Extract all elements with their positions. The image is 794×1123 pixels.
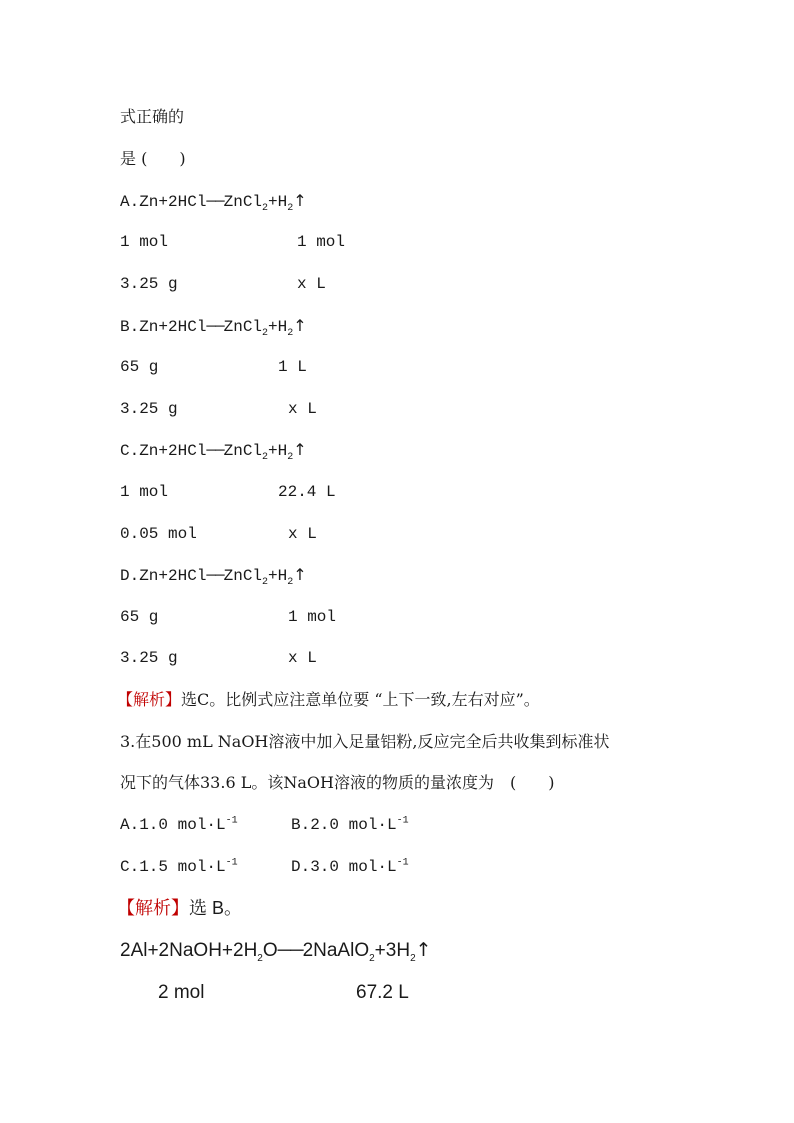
option-d-row-2: 3.25 g x L [120,649,317,667]
option-d-equation: $D.Zn+2HCl──ZnCl_2+H_2↑$ [120,565,307,589]
choice-a: A.1.0 $mol\cdot L^{-1}$ [120,815,238,834]
q3-choices-row-2 [120,856,409,878]
analysis-2: 【解析】选 B。 [117,898,243,918]
analysis-tag: 【解析】 [117,690,182,709]
up-arrow-icon: ↑ [293,565,307,584]
option-a-row-2: 3.25 g x L [120,275,326,293]
option-b-row-2: 3.25 g x L [120,400,317,418]
option-c-row-1: 1 mol 22.4 L [120,483,336,501]
q3-line-2: 况下的气体33.6 L。该NaOH溶液的物质的量浓度为 ( ) [120,773,555,792]
option-b-equation: $B.Zn+2HCl──ZnCl_2+H_2↑$ [120,316,307,340]
intro-line-1: 式正确的 [120,107,185,126]
option-c-row-2: 0.05 mol x L [120,525,317,543]
option-d-row-1: 65 g 1 mol [120,608,337,626]
analysis-1: 【解析】选C。比例式应注意单位要 “上下一致,左右对应”。 [117,690,540,709]
up-arrow-icon: ↑ [293,191,307,210]
intro-line-2: 是 ( ) [120,149,186,168]
up-arrow-icon: ↑ [293,440,307,459]
up-arrow-icon: ↑ [415,939,432,961]
choice-d: D.3.0 $mol\cdot L^{-1}$ [291,857,409,876]
analysis-tag: 【解析】 [117,898,189,918]
option-c-equation: $C.Zn+2HCl──ZnCl_2+H_2↑$ [120,440,307,464]
q3-line-1: 3.在500 mL NaOH溶液中加入足量铝粉,反应完全后共收集到标准状 [120,732,610,751]
q3-choices-row-1 [120,814,409,836]
option-a-row-1: 1 mol 1 mol [120,233,346,251]
option-b-row-1: 65 g 1 L [120,358,307,376]
choice-b: B.2.0 $mol\cdot L^{-1}$ [291,815,409,834]
reaction-amounts: 2 mol 67.2 L [158,982,409,1003]
option-a-equation: $A.Zn+2HCl──ZnCl_2+H_2↑$ [120,191,307,215]
up-arrow-icon: ↑ [293,316,307,335]
choice-c: C.1.5 $mol\cdot L^{-1}$ [120,857,238,876]
reaction-equation: $2Al+2NaOH+2H_2O──2NaAlO_2+3H_2↑$ [120,939,432,964]
